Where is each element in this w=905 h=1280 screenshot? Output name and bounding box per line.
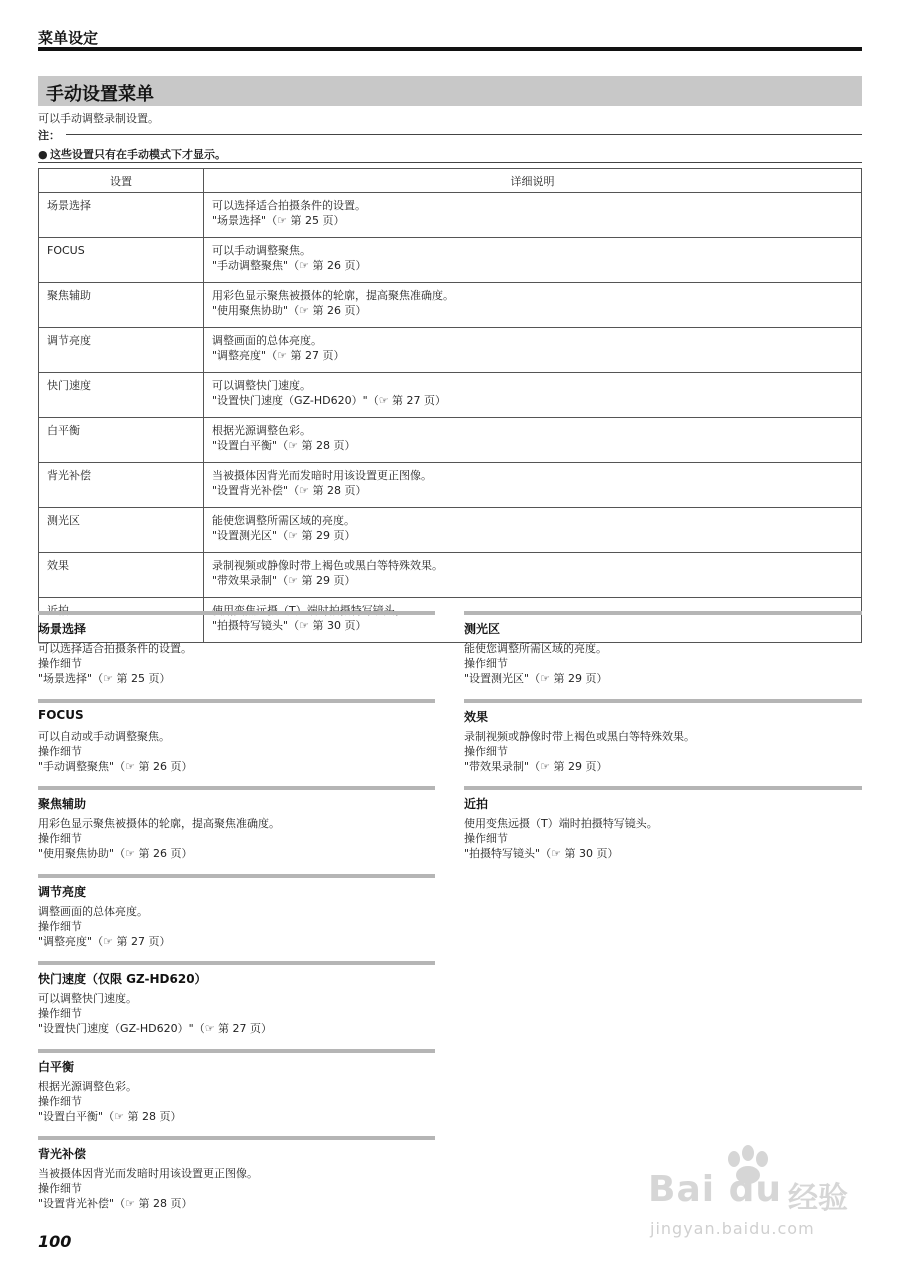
header-rule — [38, 47, 862, 51]
detail-title: FOCUS — [38, 707, 84, 722]
detail-section — [38, 611, 435, 699]
table-header-setting: 设置 — [39, 169, 204, 193]
setting-description — [204, 463, 862, 508]
detail-description: 使用变焦远摄（T）端时拍摄特写镜头。 — [464, 817, 658, 830]
table-row — [39, 508, 862, 553]
detail-section — [38, 699, 435, 787]
setting-name: 调节亮度 — [39, 328, 204, 373]
section-divider — [464, 611, 862, 615]
note-label: 注： — [38, 129, 60, 142]
detail-section — [38, 874, 435, 962]
note-text: 这些设置只有在手动模式下才显示。 — [50, 148, 226, 161]
detail-title: 快门速度（仅限 GZ-HD620） — [38, 972, 207, 986]
detail-title: 测光区 — [464, 622, 501, 636]
setting-name: 测光区 — [39, 508, 204, 553]
detail-section — [38, 786, 435, 874]
section-title: 手动设置菜单 — [46, 84, 154, 105]
detail-title: 调节亮度 — [38, 884, 87, 899]
table-row — [39, 328, 862, 373]
setting-name: 场景选择 — [39, 193, 204, 238]
description-text: 能使您调整所需区域的亮度。 — [212, 514, 355, 527]
detail-page-reference[interactable]: "设置快门速度（GZ-HD620）"（☞ 第 27 页） — [38, 1022, 273, 1035]
description-text: 可以调整快门速度。 — [212, 379, 311, 392]
description-text: 根据光源调整色彩。 — [212, 424, 311, 437]
detail-operation-label: 操作细节 — [38, 1094, 82, 1108]
detail-title: 效果 — [464, 709, 489, 724]
page-number: 100 — [38, 1232, 72, 1251]
setting-name: 背光补偿 — [39, 463, 204, 508]
table-row — [39, 283, 862, 328]
setting-name: FOCUS — [39, 238, 204, 283]
section-divider — [38, 961, 435, 965]
detail-title: 近拍 — [464, 797, 489, 811]
page-reference-link[interactable]: "手动调整聚焦"（☞ 第 26 页） — [212, 259, 367, 272]
detail-page-reference[interactable]: "带效果录制"（☞ 第 29 页） — [464, 759, 608, 773]
detail-page-reference[interactable]: "设置背光补偿"（☞ 第 28 页） — [38, 1197, 193, 1210]
table-header-description: 详细说明 — [204, 169, 862, 193]
page-reference-link[interactable]: "场景选择"（☞ 第 25 页） — [212, 214, 345, 227]
detail-description: 可以调整快门速度。 — [38, 992, 137, 1005]
setting-description — [204, 328, 862, 373]
table-row — [39, 238, 862, 283]
table-row — [39, 463, 862, 508]
detail-operation-label: 操作细节 — [38, 657, 82, 670]
table-row — [39, 373, 862, 418]
description-text: 录制视频或静像时带上褐色或黑白等特殊效果。 — [212, 559, 443, 572]
setting-name: 效果 — [39, 553, 204, 598]
note-divider — [38, 162, 862, 163]
detail-operation-label: 操作细节 — [38, 919, 82, 933]
detail-operation-label: 操作细节 — [38, 1007, 82, 1020]
detail-page-reference[interactable]: "使用聚焦协助"（☞ 第 26 页） — [38, 847, 193, 860]
section-divider — [38, 1049, 435, 1053]
detail-operation-label: 操作细节 — [38, 1182, 82, 1195]
page-reference-link[interactable]: "设置测光区"（☞ 第 29 页） — [212, 529, 356, 542]
setting-description — [204, 238, 862, 283]
section-band — [38, 76, 862, 106]
watermark-brand-cn: 经验 — [788, 1181, 848, 1216]
table-row — [39, 193, 862, 238]
detail-title: 背光补偿 — [38, 1147, 87, 1161]
description-text: 调整画面的总体亮度。 — [212, 334, 322, 347]
detail-title: 白平衡 — [38, 1059, 75, 1074]
section-divider — [464, 786, 862, 790]
watermark-url: jingyan.baidu.com — [650, 1219, 815, 1238]
detail-title: 场景选择 — [38, 622, 87, 636]
section-divider — [38, 786, 435, 790]
detail-description: 根据光源调整色彩。 — [38, 1079, 137, 1093]
description-text: 用彩色显示聚焦被摄体的轮廓，提高聚焦准确度。 — [212, 289, 454, 302]
description-text: 可以手动调整聚焦。 — [212, 244, 311, 257]
table-header-row — [39, 169, 862, 193]
detail-page-reference[interactable]: "手动调整聚焦"（☞ 第 26 页） — [38, 759, 193, 773]
header-title: 菜单设定 — [38, 29, 99, 47]
table-row — [39, 418, 862, 463]
setting-description — [204, 553, 862, 598]
detail-description: 用彩色显示聚焦被摄体的轮廓，提高聚焦准确度。 — [38, 817, 280, 830]
table-row — [39, 553, 862, 598]
watermark — [640, 1145, 870, 1245]
setting-name: 快门速度 — [39, 373, 204, 418]
detail-description: 能使您调整所需区域的亮度。 — [464, 642, 607, 655]
page-reference-link[interactable]: "使用聚焦协助"（☞ 第 26 页） — [212, 304, 367, 317]
page-reference-link[interactable]: "调整亮度"（☞ 第 27 页） — [212, 349, 345, 362]
details-left-column — [38, 611, 435, 1224]
detail-page-reference[interactable]: "设置白平衡"（☞ 第 28 页） — [38, 1109, 182, 1123]
detail-description: 调整画面的总体亮度。 — [38, 904, 148, 918]
detail-page-reference[interactable]: "调整亮度"（☞ 第 27 页） — [38, 934, 171, 948]
note-rule — [66, 134, 862, 135]
detail-description: 当被摄体因背光而发暗时用该设置更正图像。 — [38, 1167, 258, 1180]
detail-section — [38, 961, 435, 1049]
setting-description — [204, 193, 862, 238]
setting-description — [204, 373, 862, 418]
section-intro: 可以手动调整录制设置。 — [38, 112, 159, 125]
setting-description — [204, 418, 862, 463]
detail-description: 录制视频或静像时带上褐色或黑白等特殊效果。 — [464, 729, 695, 743]
section-divider — [38, 1136, 435, 1140]
page-reference-link[interactable]: "设置背光补偿"（☞ 第 28 页） — [212, 484, 367, 497]
detail-page-reference[interactable]: "设置测光区"（☞ 第 29 页） — [464, 672, 608, 685]
watermark-brand: Bai du — [648, 1169, 783, 1210]
setting-description — [204, 508, 862, 553]
page-reference-link[interactable]: "带效果录制"（☞ 第 29 页） — [212, 574, 356, 587]
detail-section — [464, 611, 862, 699]
detail-section — [464, 699, 862, 787]
page-reference-link[interactable]: "设置快门速度（GZ-HD620）"（☞ 第 27 页） — [212, 394, 447, 407]
note-item — [38, 146, 226, 162]
detail-operation-label: 操作细节 — [464, 657, 508, 670]
detail-operation-label: 操作细节 — [38, 832, 82, 845]
detail-title: 聚焦辅助 — [38, 797, 87, 811]
detail-operation-label: 操作细节 — [464, 744, 508, 758]
detail-section — [464, 786, 862, 874]
section-divider — [464, 699, 862, 703]
detail-operation-label: 操作细节 — [38, 744, 82, 758]
detail-section — [38, 1136, 435, 1224]
description-text: 当被摄体因背光而发暗时用该设置更正图像。 — [212, 469, 432, 482]
detail-page-reference[interactable]: "拍摄特写镜头"（☞ 第 30 页） — [464, 847, 619, 860]
page-reference-link[interactable]: "设置白平衡"（☞ 第 28 页） — [212, 439, 356, 452]
section-divider — [38, 874, 435, 878]
note-header — [38, 127, 862, 141]
setting-name: 聚焦辅助 — [39, 283, 204, 328]
bullet-icon: ● — [38, 148, 48, 161]
detail-section — [38, 1049, 435, 1137]
section-divider — [38, 699, 435, 703]
page-reference-link[interactable]: "拍摄特写镜头"（☞ 第 30 页） — [212, 619, 367, 632]
settings-table — [38, 168, 862, 643]
setting-name: 白平衡 — [39, 418, 204, 463]
detail-operation-label: 操作细节 — [464, 832, 508, 845]
setting-description — [204, 283, 862, 328]
detail-description: 可以自动或手动调整聚焦。 — [38, 729, 170, 743]
description-text: 可以选择适合拍摄条件的设置。 — [212, 199, 366, 212]
detail-description: 可以选择适合拍摄条件的设置。 — [38, 642, 192, 655]
section-divider — [38, 611, 435, 615]
details-right-column — [464, 611, 862, 874]
detail-page-reference[interactable]: "场景选择"（☞ 第 25 页） — [38, 672, 171, 685]
